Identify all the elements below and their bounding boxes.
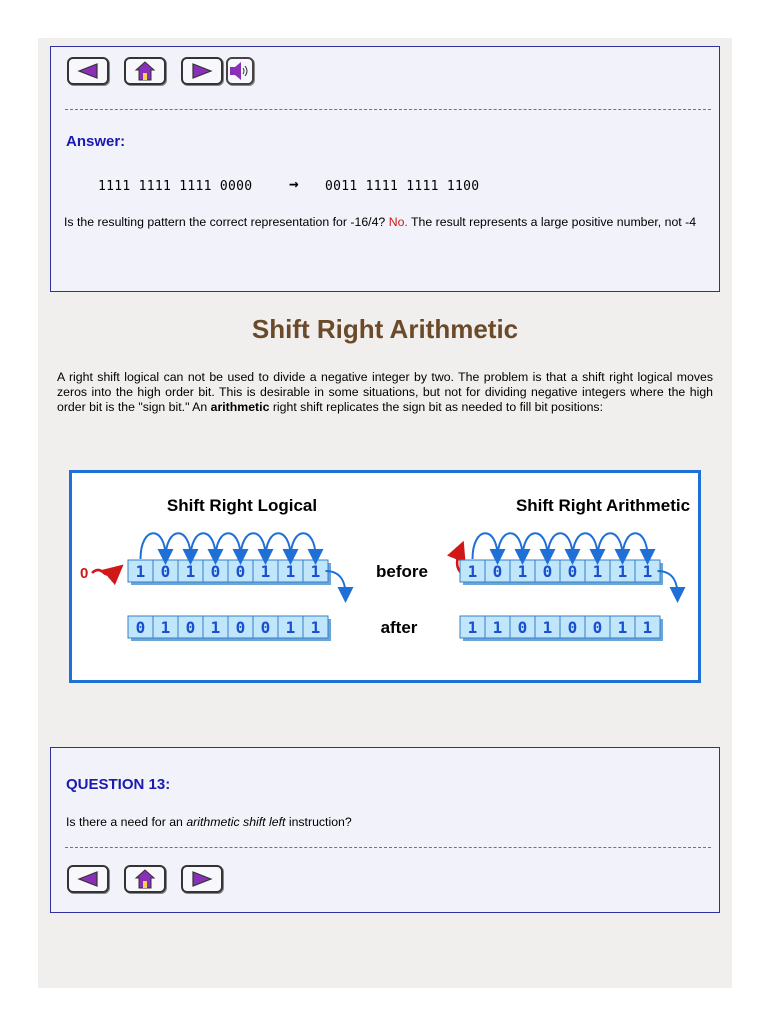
- question-text: [66, 815, 706, 830]
- home-icon: [134, 869, 156, 889]
- arithmetic-title: Shift Right Arithmetic: [515, 496, 691, 515]
- right-arrow-icon: [191, 63, 213, 79]
- arith-before-register: [460, 560, 663, 585]
- sound-button[interactable]: [226, 57, 254, 85]
- section-paragraph: [57, 370, 713, 415]
- arith-before-bit: 0: [567, 562, 578, 581]
- logical-after-bit: 1: [210, 618, 221, 637]
- arith-before-bit: 1: [642, 562, 653, 581]
- logical-before-bit: 0: [210, 562, 221, 581]
- para-part1: A right shift logical can not be used to divide a negative integer by two. The problem is that a shift right logical moves zeros into the high order bit. This is desirable in some situations, but not for dividing negative integers where the high order bit is the "sign bit." An: [57, 370, 713, 414]
- arith-after-bit: 1: [642, 618, 653, 637]
- logical-before-bit: 1: [185, 562, 196, 581]
- arith-loop: [523, 533, 548, 559]
- before-label: before: [376, 562, 428, 581]
- logical-after-bit: 0: [235, 618, 246, 637]
- answer-left-pattern: 1111 1111 1111 0000: [98, 179, 253, 194]
- arith-after-bit: 0: [567, 618, 578, 637]
- logical-before-bit: 1: [285, 562, 296, 581]
- para-part2: right shift replicates the sign bit as needed to fill bit positions:: [269, 400, 603, 414]
- logical-loop: [291, 533, 316, 559]
- home-button[interactable]: [124, 865, 166, 893]
- arith-loop: [573, 533, 598, 559]
- home-icon: [134, 61, 156, 81]
- divider: [65, 847, 711, 848]
- question-box: [50, 747, 720, 913]
- para-bold: arithmetic: [210, 400, 270, 414]
- home-button[interactable]: [124, 57, 166, 85]
- logical-title: Shift Right Logical: [166, 496, 318, 515]
- prev-button[interactable]: [67, 57, 109, 85]
- arith-loop: [548, 533, 573, 559]
- arith-loop: [623, 533, 648, 559]
- logical-after-bit: 0: [135, 618, 146, 637]
- arith-loop: [498, 533, 523, 559]
- arith-before-bit: 1: [467, 562, 478, 581]
- after-label: after: [380, 618, 418, 637]
- divider: [65, 109, 711, 110]
- bottom-nav: [67, 865, 223, 893]
- logical-after-register: [128, 616, 331, 641]
- left-arrow-icon: [77, 63, 99, 79]
- answer-box: [50, 46, 720, 292]
- logical-loop: [191, 533, 216, 559]
- logical-before-bit: 1: [260, 562, 271, 581]
- shift-diagram-svg: [72, 473, 698, 680]
- logical-before-register: [128, 560, 331, 585]
- logical-before-bit: 0: [160, 562, 171, 581]
- logical-loop: [216, 533, 241, 559]
- answer-text-after: The result represents a large positive number, not -4: [411, 215, 697, 229]
- arith-after-bit: 1: [492, 618, 503, 637]
- arith-before-bit: 0: [492, 562, 503, 581]
- logical-before-bit: 0: [235, 562, 246, 581]
- prev-button[interactable]: [67, 865, 109, 893]
- shift-diagram: [69, 470, 701, 683]
- logical-after-bit: 1: [285, 618, 296, 637]
- logical-loop: [141, 533, 166, 559]
- right-arrow-icon: [191, 871, 213, 887]
- arith-loop: [473, 533, 498, 559]
- logical-after-bit: 1: [160, 618, 171, 637]
- arith-before-bit: 1: [592, 562, 603, 581]
- arith-after-register: [460, 616, 663, 641]
- logical-loop: [166, 533, 191, 559]
- arith-after-bit: 0: [517, 618, 528, 637]
- arith-before-bit: 0: [542, 562, 553, 581]
- next-button[interactable]: [181, 865, 223, 893]
- logical-loop: [241, 533, 266, 559]
- arith-after-bit: 1: [617, 618, 628, 637]
- logical-after-bit: 0: [185, 618, 196, 637]
- answer-heading: Answer:: [66, 133, 126, 150]
- zero-in-label: 0: [80, 565, 89, 582]
- speaker-icon: [228, 61, 252, 81]
- question-heading: QUESTION 13:: [66, 776, 171, 793]
- next-button[interactable]: [181, 57, 223, 85]
- answer-right-pattern: 0011 1111 1111 1100: [325, 179, 480, 194]
- zero-in-arrow: [92, 570, 116, 575]
- question-text-italic: arithmetic shift left: [186, 815, 286, 829]
- page: [38, 38, 732, 988]
- left-arrow-icon: [77, 871, 99, 887]
- answer-arrow: →: [289, 174, 299, 193]
- question-text-before: Is there a need for an: [66, 815, 187, 829]
- logical-after-bit: 1: [310, 618, 321, 637]
- arith-after-bit: 1: [467, 618, 478, 637]
- arith-before-bit: 1: [517, 562, 528, 581]
- answer-text-before: Is the resulting pattern the correct representation for -16/4?: [64, 215, 386, 229]
- logical-before-bit: 1: [310, 562, 321, 581]
- arith-after-bit: 1: [542, 618, 553, 637]
- top-nav: [67, 57, 254, 85]
- answer-text: [64, 215, 704, 230]
- logical-before-bit: 1: [135, 562, 146, 581]
- section-title: Shift Right Arithmetic: [251, 314, 519, 344]
- logical-loop: [266, 533, 291, 559]
- question-text-after: instruction?: [285, 815, 352, 829]
- answer-no: No.: [388, 215, 408, 229]
- arith-after-bit: 0: [592, 618, 603, 637]
- arith-loop: [598, 533, 623, 559]
- arith-before-bit: 1: [617, 562, 628, 581]
- logical-after-bit: 0: [260, 618, 271, 637]
